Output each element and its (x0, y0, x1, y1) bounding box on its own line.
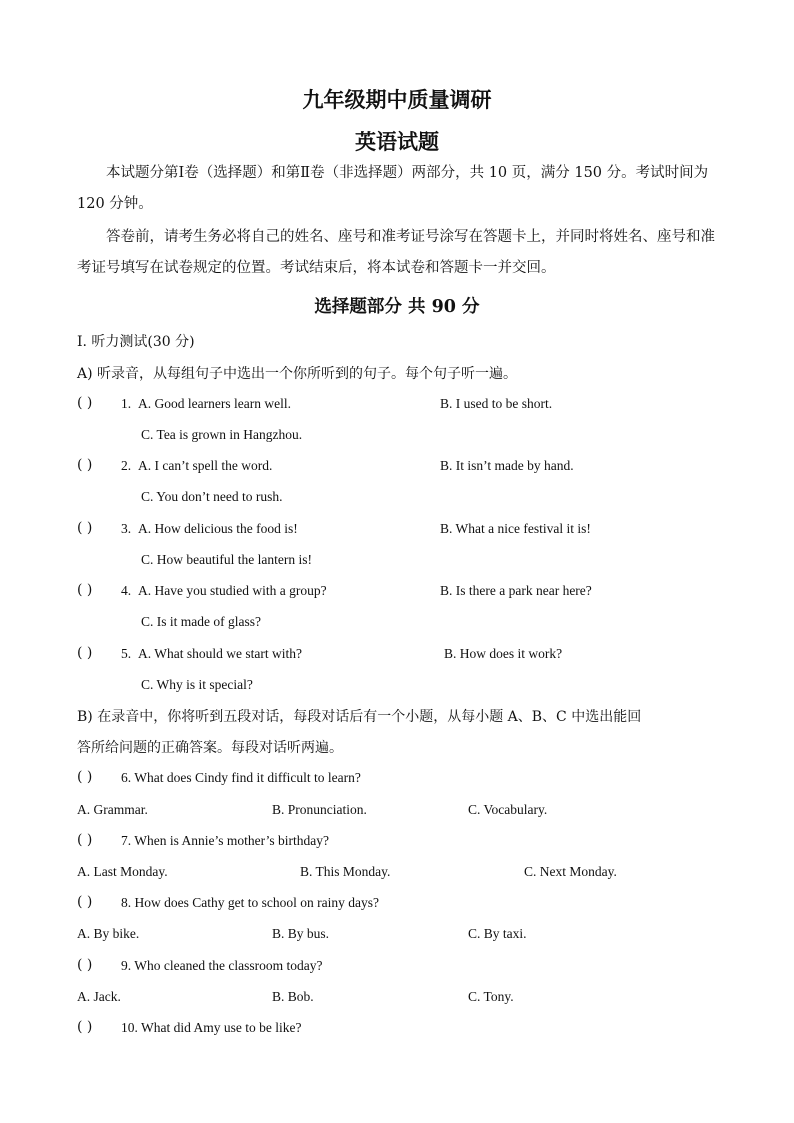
option-b: B. This Monday. (300, 864, 391, 879)
part-1-heading: I. 听力测试(30 分) (77, 334, 195, 350)
option-a: A. I can’t spell the word. (138, 458, 273, 473)
intro-paragraph-1: 本试题分第Ⅰ卷（选择题）和第Ⅱ卷（非选择题）两部分，共 10 页，满分 150 分。考试时间为 120 分钟。 (77, 165, 709, 212)
part-b-instructions-line-1: B) 在录音中，你将听到五段对话，每段对话后有一个小题，从每小题 A、B、C 中选出能回 (77, 709, 642, 725)
answer-blank[interactable]: ( ) (77, 457, 93, 473)
option-c: C. Why is it special? (141, 677, 253, 692)
option-c: C. Vocabulary. (468, 802, 548, 817)
option-a: A. How delicious the food is! (138, 521, 298, 536)
option-b: B. How does it work? (444, 646, 563, 661)
question-number: 4. (121, 583, 132, 598)
question-number: 1. (121, 396, 132, 411)
option-a: A. Have you studied with a group? (138, 583, 327, 598)
option-a: A. What should we start with? (138, 646, 302, 661)
intro-paragraph-2: 答卷前，请考生务必将自己的姓名、座号和准考证号涂写在答题卡上，并同时将姓名、座号和准考证号填写在试卷规定的位置。考试结束后，将本试卷和答题卡一并交回。 (77, 229, 715, 276)
option-b: B. By bus. (272, 926, 330, 941)
option-b: B. Is there a park near here? (440, 583, 592, 598)
question-text: 10. What did Amy use to be like? (121, 1020, 302, 1035)
question-number: 3. (121, 521, 132, 536)
exam-subtitle: 英语试题 (355, 129, 439, 154)
option-c: C. Tea is grown in Hangzhou. (141, 427, 303, 442)
question-number: 5. (121, 646, 132, 661)
question-text: 9. Who cleaned the classroom today? (121, 958, 323, 973)
option-c: C. Tony. (468, 989, 514, 1004)
section-heading: 选择题部分 共 90 分 (314, 297, 480, 317)
option-a: A. By bike. (77, 926, 140, 941)
question-text: 8. How does Cathy get to school on rainy days? (121, 895, 379, 910)
part-b-instructions-line-2: 答所给问题的正确答案。每段对话听两遍。 (77, 740, 343, 756)
option-b: B. It isn’t made by hand. (440, 458, 574, 473)
answer-blank[interactable]: ( ) (77, 769, 93, 785)
question-text: 7. When is Annie’s mother’s birthday? (121, 833, 329, 848)
part-a-instructions: A) 听录音，从每组句子中选出一个你所听到的句子。每个句子听一遍。 (77, 366, 518, 382)
option-b: B. Pronunciation. (272, 802, 367, 817)
question-number: 2. (121, 458, 132, 473)
answer-blank[interactable]: ( ) (77, 1019, 93, 1035)
option-b: B. What a nice festival it is! (440, 521, 591, 536)
option-b: B. Bob. (272, 989, 314, 1004)
answer-blank[interactable]: ( ) (77, 582, 93, 598)
option-a: A. Jack. (77, 989, 121, 1004)
option-c: C. You don’t need to rush. (141, 489, 283, 504)
option-a: A. Grammar. (77, 802, 148, 817)
option-b: B. I used to be short. (440, 396, 553, 411)
option-c: C. Is it made of glass? (141, 614, 261, 629)
answer-blank[interactable]: ( ) (77, 520, 93, 536)
answer-blank[interactable]: ( ) (77, 832, 93, 848)
question-text: 6. What does Cindy find it difficult to learn? (121, 770, 361, 785)
option-c: C. Next Monday. (524, 864, 617, 879)
option-c: C. By taxi. (468, 926, 527, 941)
option-c: C. How beautiful the lantern is! (141, 552, 312, 567)
option-a: A. Good learners learn well. (138, 396, 291, 411)
answer-blank[interactable]: ( ) (77, 395, 93, 411)
answer-blank[interactable]: ( ) (77, 957, 93, 973)
option-a: A. Last Monday. (77, 864, 168, 879)
answer-blank[interactable]: ( ) (77, 894, 93, 910)
answer-blank[interactable]: ( ) (77, 645, 93, 661)
exam-title: 九年级期中质量调研 (302, 87, 492, 112)
